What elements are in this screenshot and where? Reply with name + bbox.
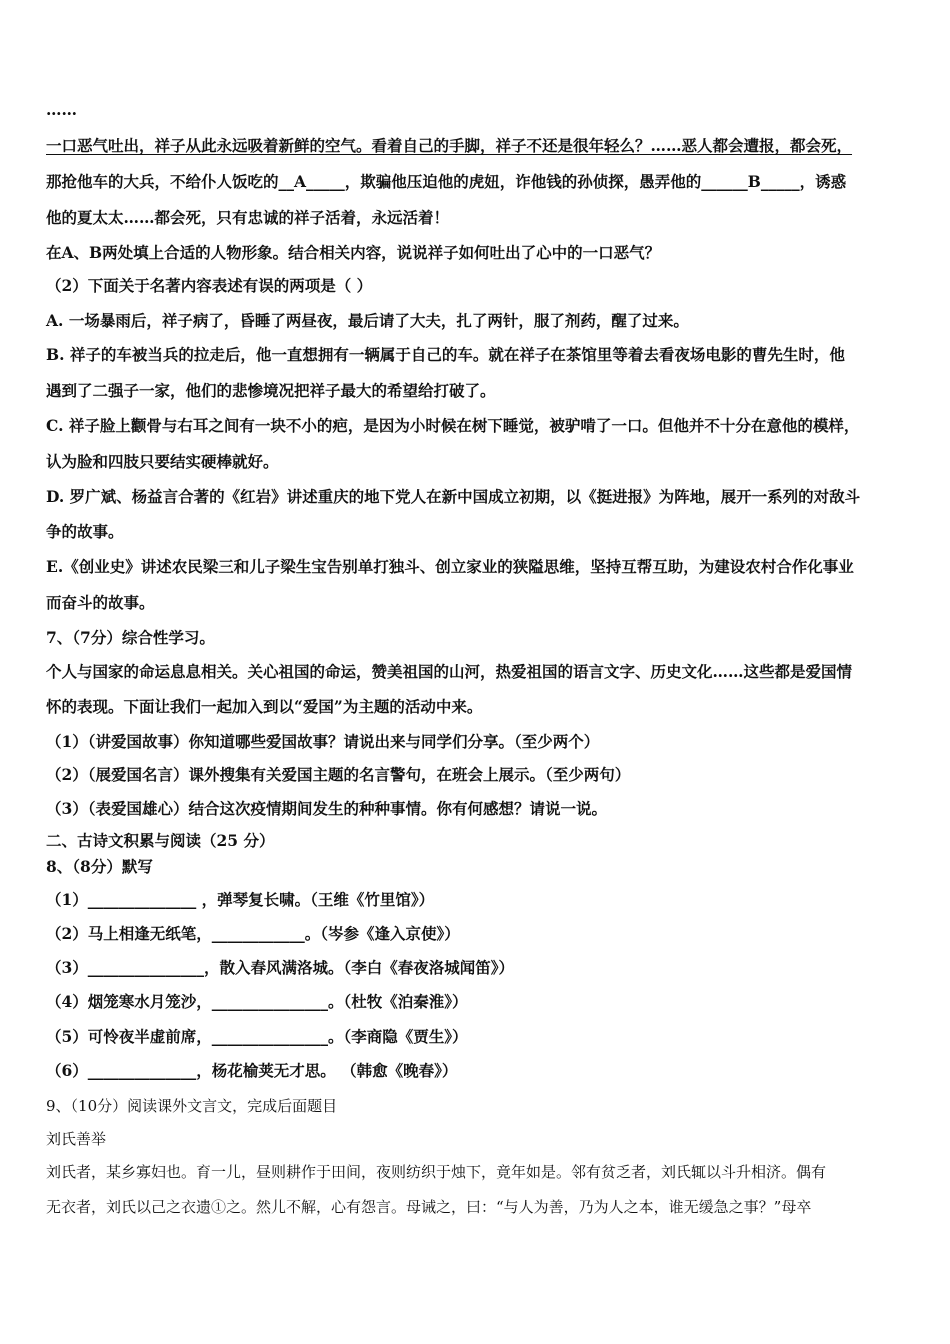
dictation-item-6: （6）______________，杨花榆荚无才思。 （韩愈《晚春》）	[46, 1061, 458, 1080]
option-e-cont: 而奋斗的故事。	[46, 593, 155, 612]
question-7-item-1: （1）（讲爱国故事）你知道哪些爱国故事？请说出来与同学们分享。（至少两个）	[46, 732, 600, 751]
dictation-item-5: （5）可怜夜半虚前席，_______________。（李商隐《贾生》）	[46, 1027, 468, 1046]
option-e: E.《创业史》讲述农民梁三和儿子梁生宝告别单打独斗、创立家业的狭隘思维，坚持互帮互助，为建设农村合作化事业	[46, 557, 854, 576]
ellipsis-line: ……	[46, 100, 77, 119]
question-text: 在A、B两处填上合适的人物形象。结合相关内容，说说祥子如何吐出了心中的一口恶气？	[46, 243, 661, 262]
passage-title: 刘氏善举	[46, 1130, 107, 1148]
option-d: D. 罗广斌、杨益言合著的《红岩》讲述重庆的地下党人在新中国成立初期，以《挺进报》为阵地，展开一系列的对敌斗	[46, 487, 861, 506]
dictation-item-4: （4）烟笼寒水月笼沙，_______________。（杜牧《泊秦淮》）	[46, 992, 468, 1011]
passage-line: 一口恶气吐出，祥子从此永远吸着新鲜的空气。看着自己的手脚，祥子不还是很年轻么？……恶人都会遭报，都会死，	[46, 136, 853, 155]
passage-line: 那抢他车的大兵，不给仆人饭吃的__A_____，欺骗他压迫他的虎妞，诈他钱的孙侦探，愚弄他的______B_____，诱惑	[46, 172, 847, 191]
option-b: B. 祥子的车被当兵的拉走后，他一直想拥有一辆属于自己的车。就在祥子在茶馆里等着去看夜场电影的曹先生时，他	[46, 345, 845, 364]
question-7-item-2: （2）（展爱国名言）课外搜集有关爱国主题的名言警句，在班会上展示。（至少两句）	[46, 765, 631, 784]
dictation-item-2: （2）马上相逢无纸笔，____________。（岑参《逢入京使》）	[46, 924, 460, 943]
option-a: A. 一场暴雨后，祥子病了，昏睡了两昼夜，最后请了大夫，扎了两针，服了剂药，醒了过来。	[46, 311, 689, 330]
question-2-stem: （2）下面关于名著内容表述有误的两项是（ ）	[46, 276, 373, 295]
option-c-cont: 认为脸和四肢只要结实硬棒就好。	[46, 452, 279, 471]
question-7-title: 7、（7分）综合性学习。	[46, 628, 215, 647]
dictation-item-3: （3）_______________，散入春风满洛城。（李白《春夜洛城闻笛》）	[46, 958, 515, 977]
classical-passage-line: 刘氏者，某乡寡妇也。育一儿，昼则耕作于田间，夜则纺织于烛下，竟年如是。邻有贫乏者，刘氏辄以斗升相济。偶有	[46, 1163, 827, 1181]
question-9-title: 9、（10分）阅读课外文言文，完成后面题目	[46, 1097, 338, 1115]
classical-passage-line: 无衣者，刘氏以己之衣遗①之。然儿不解，心有怨言。母诫之，曰：“与人为善，乃为人之本，谁无缓急之事？”母卒	[46, 1198, 812, 1216]
question-8-title: 8、（8分）默写	[46, 857, 153, 876]
option-b-cont: 遇到了二强子一家，他们的悲惨境况把祥子最大的希望给打破了。	[46, 381, 496, 400]
question-7-intro: 个人与国家的命运息息相关。关心祖国的命运，赞美祖国的山河，热爱祖国的语言文字、历史文化……这些都是爱国情	[46, 662, 853, 681]
section-2-heading: 二、古诗文积累与阅读（25 分）	[46, 831, 275, 850]
question-7-item-3: （3）（表爱国雄心）结合这次疫情期间发生的种种事情。你有何感想？请说一说。	[46, 799, 608, 818]
passage-line: 他的夏太太……都会死，只有忠诚的祥子活着，永远活着！	[46, 208, 450, 227]
option-c: C. 祥子脸上颧骨与右耳之间有一块不小的疤，是因为小时候在树下睡觉，被驴啃了一口。但他并不十分在意他的模样，	[46, 416, 860, 435]
dictation-item-1: （1）______________ ，弹琴复长啸。（王维《竹里馆》）	[46, 890, 435, 909]
question-7-intro-cont: 怀的表现。下面让我们一起加入到以“爱国”为主题的活动中来。	[46, 697, 483, 716]
option-d-cont: 争的故事。	[46, 522, 124, 541]
